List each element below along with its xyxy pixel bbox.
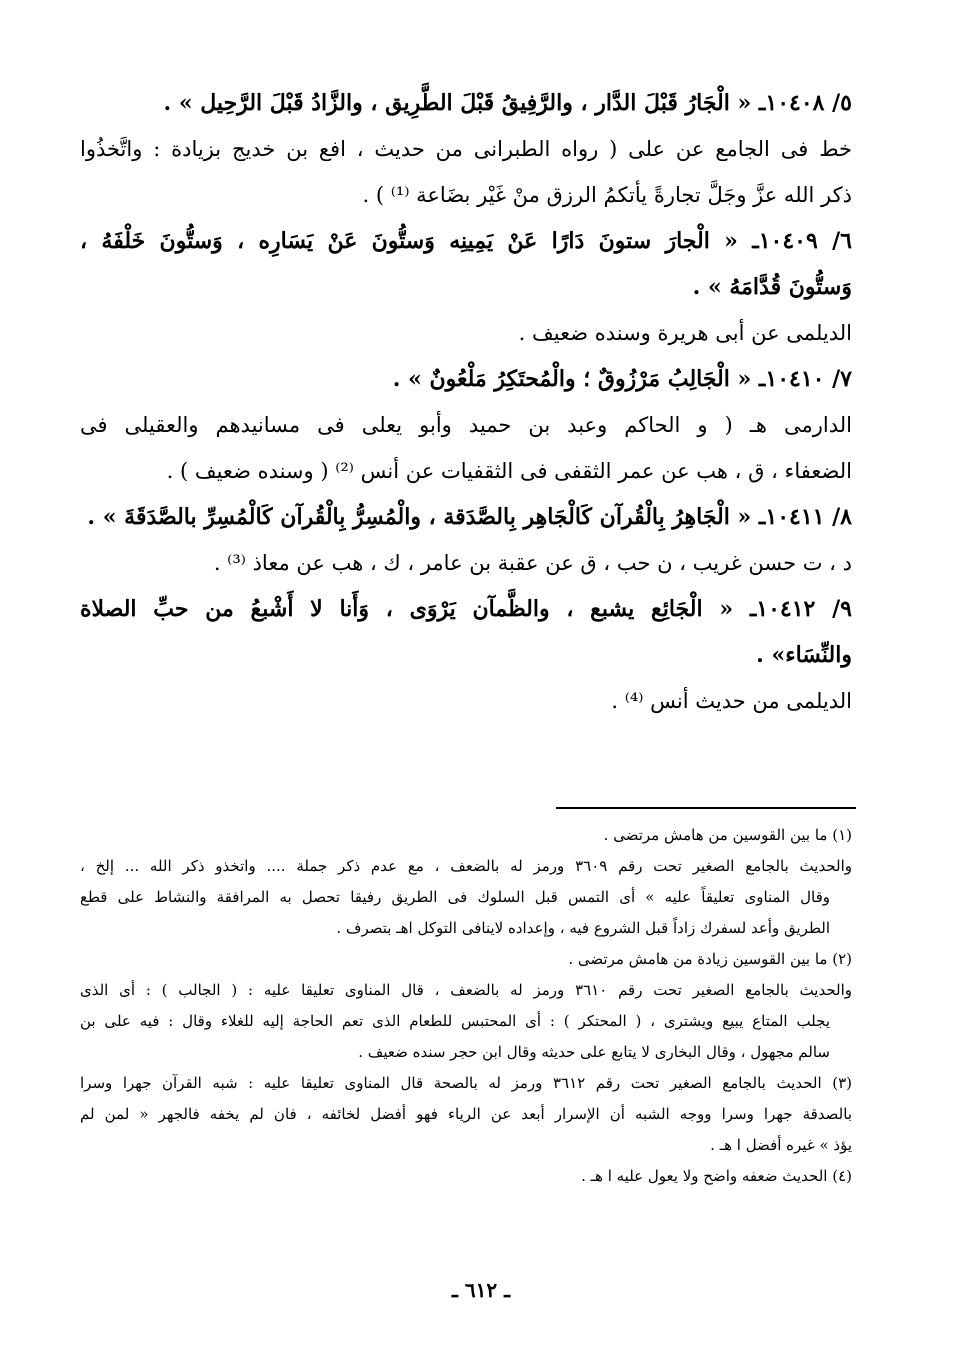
source-line: د ، ت حسن غريب ، ن حب ، ق عن عقبة بن عامر ، ك ، هب عن معاذ ⁽³⁾ . xyxy=(213,551,852,575)
footnote-1-text: الطريق وأعد لسفرك زاداً قبل الشروع فيه ، وإعداده لاينافى التوكل اهـ بتصرف . xyxy=(336,919,830,937)
footnote-2-text: والحديث بالجامع الصغير تحت رقم ٣٦١٠ ورمز له بالضعف ، قال المناوى تعليقا عليه : ( الجالب ) : أى الذى xyxy=(80,981,852,999)
footnote-1-text: وقال المناوى تعليقاً عليه » أى التمس قبل السلوك فى الطريق رفيقا تحصل به المرافقة والنشاط على قطع xyxy=(80,888,830,906)
footnote-3-text: بالصدقة جهرا وسرا ووجه الشبه أن الإسرار أبعد عن الرياء فهو أفضل لخائفه ، فان لم يخفه فالجهر « لمن لم xyxy=(80,1105,852,1123)
hadith-line-10408: ٥/ ١٠٤٠٨ـ « الْجَارُ قَبْلَ الدَّار ، والرَّفِيقُ قَبْلَ الطَّرِيق ، والزَّادُ قَبْلَ الرَّحِيل » . xyxy=(163,90,852,116)
footnote-2-text: يجلب المتاع يبيع ويشترى ، ( المحتكر ) : أى المحتبس للطعام الذى تعم الحاجة إليه للغلاء وقال : فيه على بن xyxy=(80,1012,830,1030)
hadith-line-10410: ٧/ ١٠٤١٠ـ « الْجَالِبُ مَرْزُوقٌ ؛ والْمُحتَكِرُ مَلْعُونٌ » . xyxy=(392,366,852,392)
source-line: خط فى الجامع عن على ( رواه الطبرانى من حديث ، افع بن خديج بزيادة : واتَّخذُوا xyxy=(80,137,852,161)
hadith-line-10409: ٦/ ١٠٤٠٩ـ « الْجارَ ستونَ دَارًا عَنْ يَمِينِه وَستُّونَ عَنْ يَسَارِه ، وَستُّونَ خَلْفَهُ ، xyxy=(80,228,852,254)
footnote-1-text: والحديث بالجامع الصغير تحت رقم ٣٦٠٩ ورمز له بالضعف ، مع عدم ذكر جملة .... واتخذو ذكر الله ... إلخ ، xyxy=(80,857,852,875)
footnotes xyxy=(80,820,852,1192)
footnote-2: (٢) ما بين القوسين زيادة من هامش مرتضى . xyxy=(568,950,852,968)
footnote-4: (٤) الحديث ضعفه واضح ولا يعول عليه ا هـ . xyxy=(581,1167,852,1185)
source-line: ذكر الله عزَّ وجَلَّ تجارةً يأتكمُ الرزق منْ غَيْر بضَاعة ⁽¹⁾ ) . xyxy=(362,183,852,207)
footnote-3-text: يؤذ » غيره أفضل ا هـ . xyxy=(710,1136,852,1154)
main-text xyxy=(80,80,852,724)
hadith-line-10411: ٨/ ١٠٤١١ـ « الْجَاهِرُ بِالْقُرآن كَالْجَاهِر بِالصَّدَقة ، والْمُسِرُّ بِالْقُرآن كَالْمُسِرِّ بالصَّدَقَةَ » . xyxy=(87,504,852,530)
hadith-line-10412: ٩/ ١٠٤١٢ـ « الْجَائِع يشبع ، والظَّمآن يَرْوَى ، وَأَنا لا أَشْبعُ من حبِّ الصلاة xyxy=(80,596,852,622)
hadith-line-10412-cont: والنِّسَاء» . xyxy=(756,642,852,668)
hadith-line-10409-cont: وَستُّونَ قُدَّامَهُ » . xyxy=(692,274,852,300)
source-line: الديلمى من حديث أنس ⁽⁴⁾ . xyxy=(611,689,852,713)
footnote-3: (٣) الحديث بالجامع الصغير تحت رقم ٣٦١٢ ورمز له بالصحة قال المناوى تعليقا عليه : شبه القرآن جهرا وسرا xyxy=(80,1074,852,1092)
source-line: الدارمى هـ ( و الحاكم وعبد بن حميد وأبو يعلى فى مسانيدهم والعقيلى فى xyxy=(80,413,852,437)
footnote-1: (١) ما بين القوسين من هامش مرتضى . xyxy=(603,826,852,844)
page-number: ـ ٦١٢ ـ xyxy=(452,1278,510,1302)
source-line: الديلمى عن أبى هريرة وسنده ضعيف . xyxy=(518,321,852,345)
source-line: الضعفاء ، ق ، هب عن عمر الثقفى فى الثقفيات عن أنس ⁽²⁾ ( وسنده ضعيف ) . xyxy=(166,459,852,483)
footnote-separator xyxy=(556,807,856,809)
footnote-2-text: سالم مجهول ، وقال البخارى لا يتابع على حديثه وقال ابن حجر سنده ضعيف . xyxy=(358,1043,830,1061)
